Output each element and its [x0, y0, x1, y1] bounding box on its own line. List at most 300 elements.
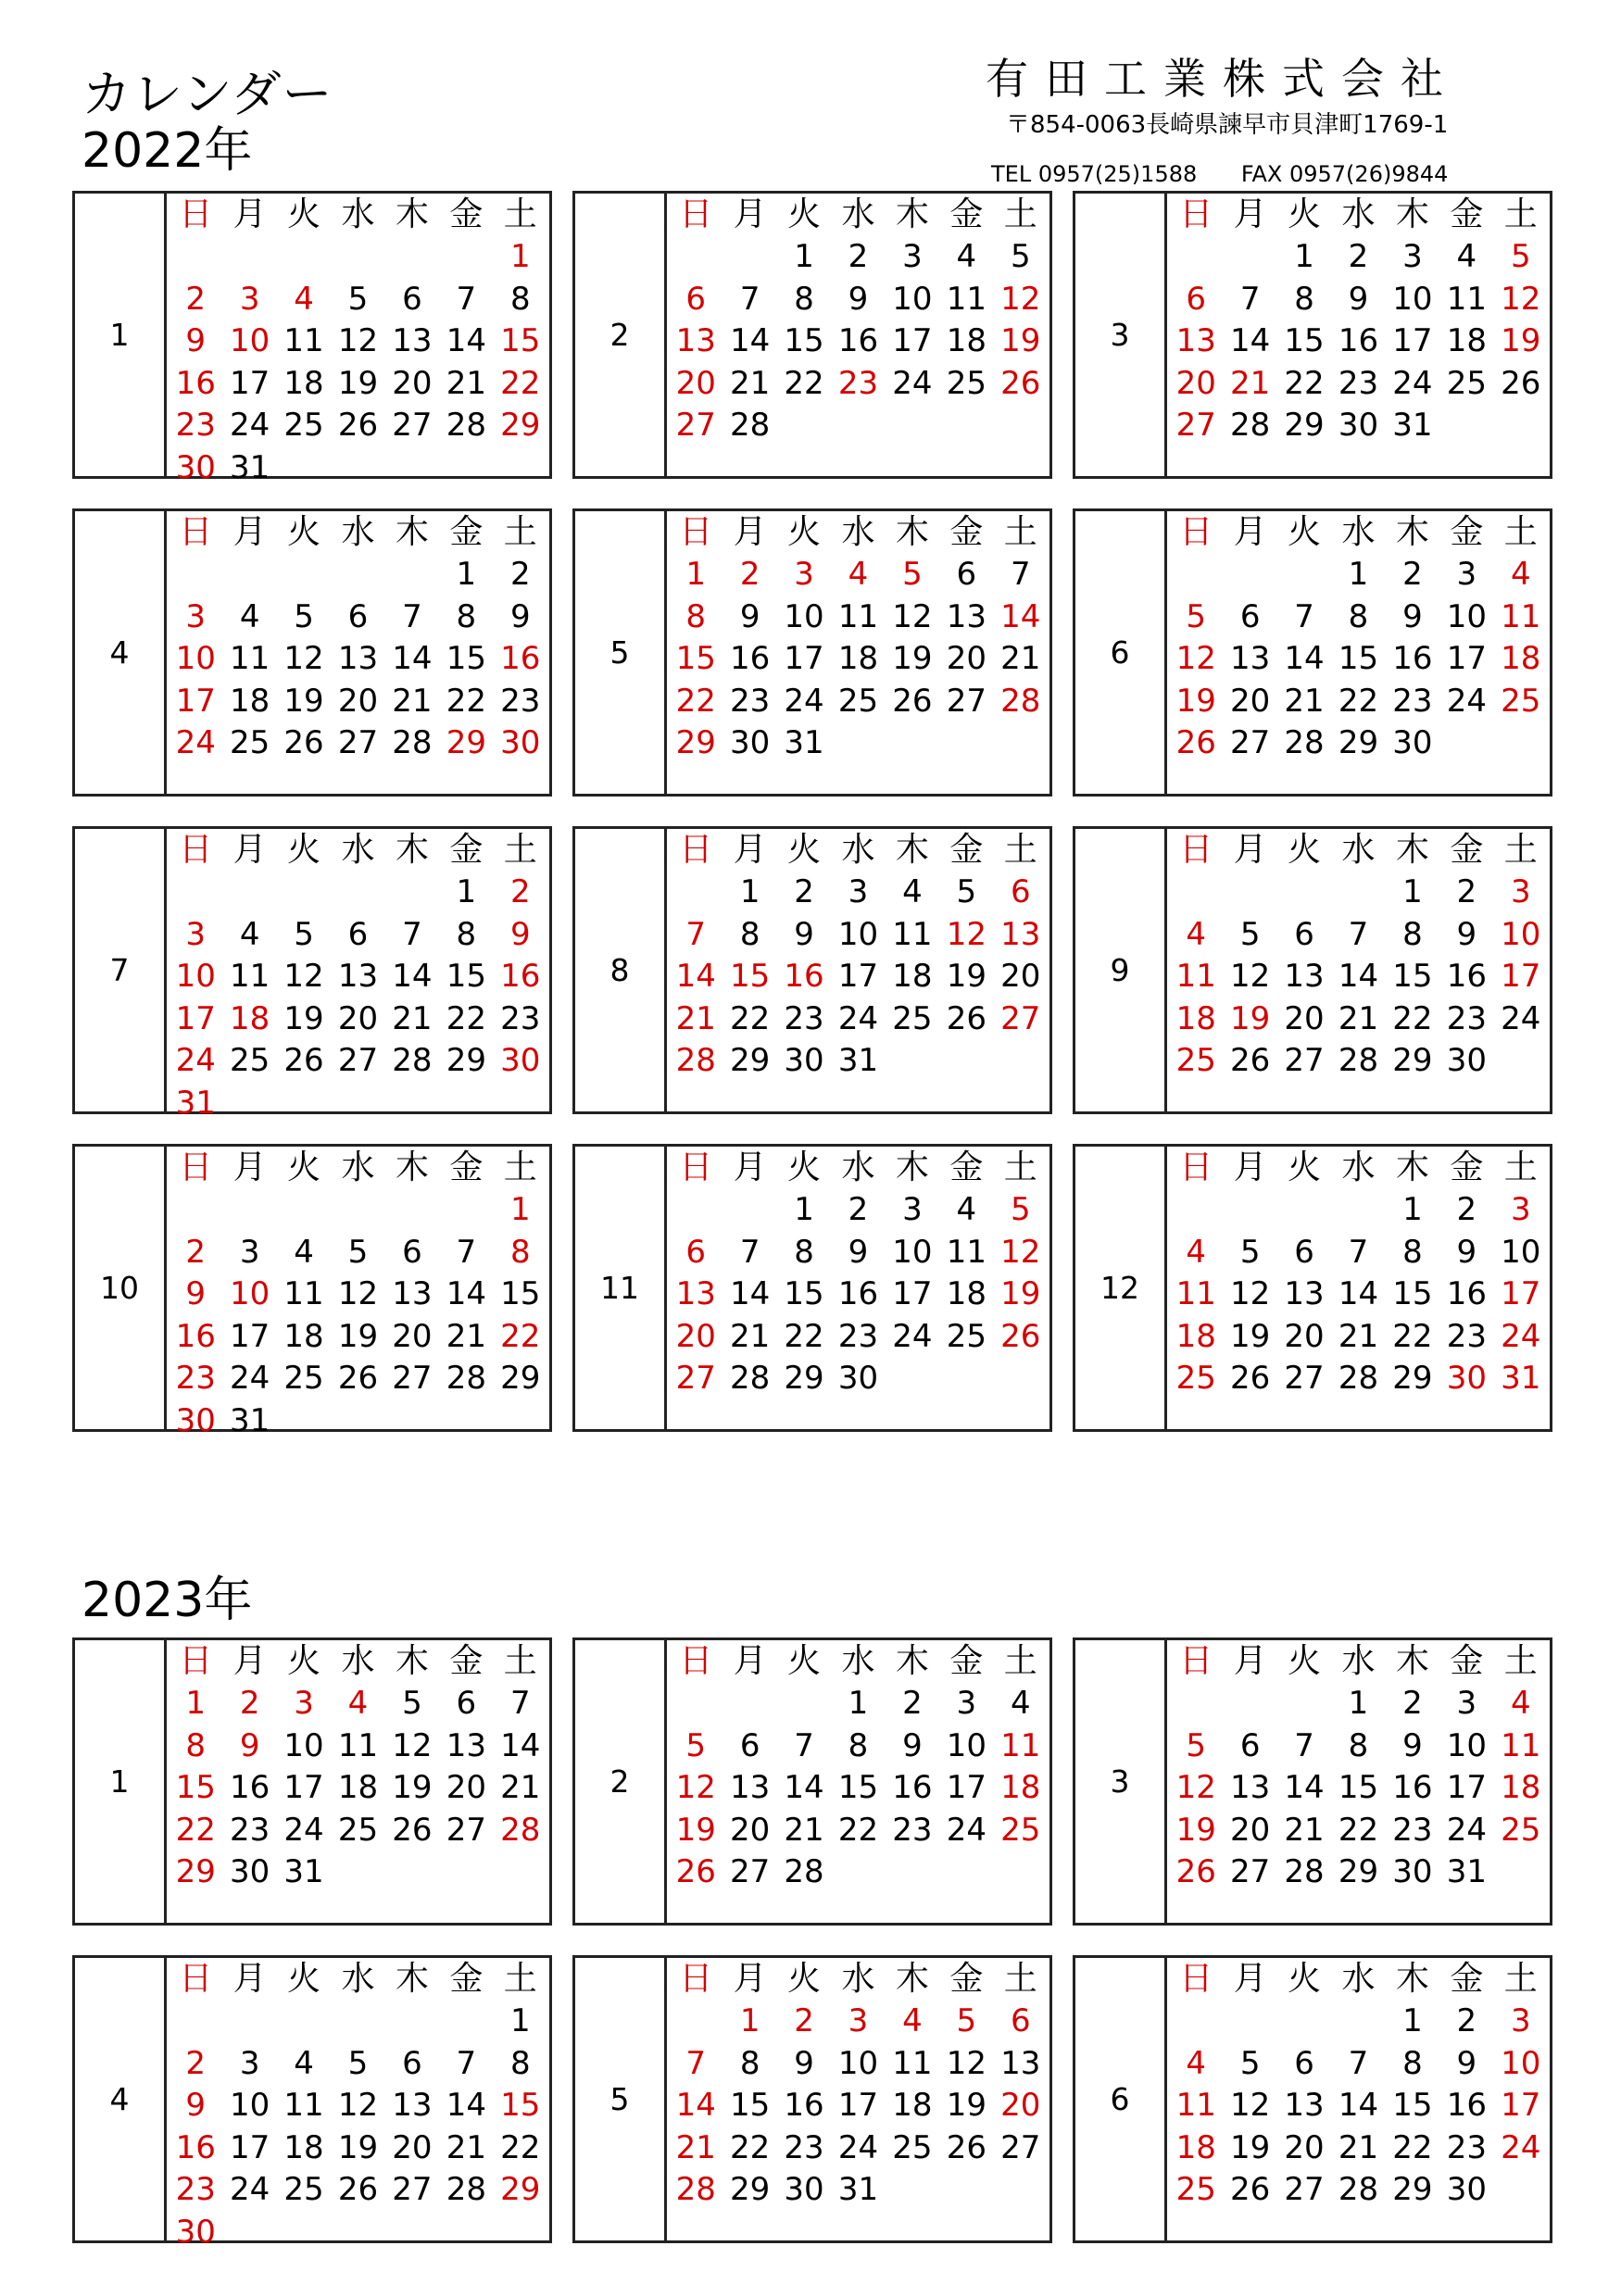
empty-day-cell	[1331, 1189, 1385, 1232]
date-cell: 24	[1446, 682, 1487, 720]
holiday-date: 21	[675, 2128, 716, 2166]
weekday-header: 日	[179, 1959, 213, 1998]
date-cell: 21	[784, 1811, 824, 1849]
empty-day-cell	[1223, 872, 1276, 914]
holiday-date: 8	[685, 597, 707, 635]
holiday-date: 19	[1000, 1275, 1041, 1313]
holiday-date: 31	[175, 1084, 216, 1122]
holiday-date: 26	[1175, 1853, 1216, 1891]
weekday-header: 金	[449, 1959, 484, 1998]
month-block	[72, 1637, 552, 1926]
weekday-header: 火	[787, 194, 822, 233]
date-cell: 3	[239, 1233, 260, 1271]
date-cell: 14	[392, 958, 433, 996]
holiday-date: 1	[509, 1191, 531, 1229]
weekday-header: 火	[1288, 194, 1322, 233]
holiday-date: 4	[902, 2002, 923, 2040]
date-cell: 7	[1010, 556, 1031, 594]
date-cell: 1	[456, 873, 477, 911]
date-cell: 6	[347, 597, 369, 635]
holiday-date: 17	[1501, 958, 1541, 996]
holiday-date: 2	[185, 280, 207, 318]
date-cell: 19	[1230, 2128, 1271, 2166]
date-cell: 2	[848, 238, 869, 276]
holiday-date: 4	[1186, 915, 1207, 953]
empty-day-cell	[669, 236, 723, 279]
weekday-header: 土	[503, 830, 537, 869]
date-cell: 10	[946, 1726, 986, 1764]
date-cell: 8	[739, 915, 760, 953]
month-block	[572, 1955, 1052, 2243]
empty-day-cell	[723, 1189, 776, 1232]
date-cell: 14	[446, 2087, 486, 2125]
empty-day-cell	[1277, 2001, 1331, 2043]
date-cell: 24	[892, 1317, 933, 1355]
weekday-header: 金	[449, 512, 484, 551]
holiday-date: 18	[1000, 1769, 1041, 1807]
date-cell: 10	[1446, 597, 1487, 635]
date-cell: 7	[1294, 1726, 1314, 1764]
empty-day-cell	[222, 236, 276, 279]
date-cell: 30	[1446, 2171, 1487, 2209]
date-cell: 26	[892, 682, 933, 720]
date-cell: 10	[1446, 1726, 1487, 1764]
weekday-header: 月	[733, 1148, 767, 1186]
weekday-header: 木	[395, 512, 429, 551]
date-cell: 13	[392, 322, 433, 360]
date-cell: 8	[794, 1233, 814, 1271]
holiday-date: 2	[509, 873, 531, 911]
month-number: 5	[575, 1958, 667, 2240]
empty-day-cell	[1169, 872, 1223, 914]
date-cell: 27	[946, 682, 986, 720]
holiday-date: 18	[1175, 1317, 1216, 1355]
page-title: カレンダー	[82, 65, 333, 123]
weekday-header: 火	[787, 1959, 822, 1998]
holiday-date: 18	[1501, 640, 1541, 678]
month-days-grid	[667, 1640, 1049, 1923]
weekday-header: 木	[395, 830, 429, 869]
date-cell: 25	[946, 364, 986, 402]
holiday-date: 1	[509, 238, 531, 276]
weekday-header: 月	[733, 830, 767, 869]
empty-day-cell	[777, 1683, 831, 1725]
month-block	[1073, 1637, 1552, 1926]
weekday-header: 日	[179, 512, 213, 551]
weekday-header: 火	[787, 1641, 822, 1680]
year-2022-calendar	[72, 191, 1552, 1439]
holiday-date: 31	[1501, 1360, 1541, 1398]
date-cell: 21	[730, 1317, 771, 1355]
weekday-header: 土	[1503, 1148, 1538, 1186]
date-cell: 16	[1446, 1275, 1487, 1313]
date-cell: 15	[1392, 2087, 1433, 2125]
date-cell: 14	[1338, 2087, 1379, 2125]
holiday-date: 5	[956, 2002, 977, 2040]
weekday-header: 月	[1233, 1959, 1267, 1998]
holiday-date: 22	[500, 1317, 541, 1355]
holiday-date: 6	[685, 280, 707, 318]
weekday-header: 月	[232, 1148, 267, 1186]
date-cell: 24	[230, 407, 270, 445]
weekday-header: 火	[787, 512, 822, 551]
weekday-header: 月	[232, 830, 267, 869]
date-cell: 3	[902, 238, 923, 276]
weekday-header: 金	[449, 194, 484, 233]
date-cell: 24	[1446, 1811, 1487, 1849]
date-cell: 5	[347, 1233, 369, 1271]
date-cell: 26	[337, 407, 379, 445]
empty-day-cell	[1277, 1683, 1331, 1725]
date-cell: 14	[1338, 958, 1379, 996]
weekday-header: 月	[232, 194, 267, 233]
date-cell: 7	[456, 2044, 477, 2082]
date-cell: 16	[1446, 2087, 1487, 2125]
holiday-date: 14	[1000, 597, 1041, 635]
date-cell: 12	[1230, 958, 1271, 996]
empty-day-cell	[1169, 236, 1223, 279]
holiday-date: 19	[1000, 322, 1041, 360]
weekday-header: 月	[1233, 830, 1267, 869]
empty-day-cell	[385, 872, 439, 914]
date-cell: 11	[892, 2044, 933, 2082]
holiday-date: 4	[1186, 2044, 1207, 2082]
date-cell: 1	[1402, 1191, 1423, 1229]
holiday-date: 15	[730, 958, 771, 996]
date-cell: 19	[283, 999, 324, 1037]
holiday-date: 24	[1501, 1317, 1541, 1355]
date-cell: 17	[892, 1275, 933, 1313]
holiday-date: 10	[230, 1275, 270, 1313]
date-cell: 12	[337, 2087, 379, 2125]
date-cell: 25	[283, 1360, 324, 1398]
holiday-date: 1	[685, 556, 707, 594]
date-cell: 15	[1392, 1275, 1433, 1313]
date-cell: 30	[784, 1042, 824, 1080]
weekday-header: 木	[395, 194, 429, 233]
date-cell: 26	[283, 1042, 324, 1080]
weekday-header: 木	[895, 512, 929, 551]
holiday-date: 12	[946, 915, 986, 953]
holiday-date: 15	[675, 640, 716, 678]
holiday-date: 12	[1175, 640, 1216, 678]
month-block	[72, 1955, 552, 2251]
date-cell: 2	[1348, 238, 1369, 276]
date-cell: 4	[956, 1191, 977, 1229]
date-cell: 8	[794, 280, 814, 318]
empty-day-cell	[1169, 2001, 1223, 2043]
date-cell: 4	[239, 915, 260, 953]
holiday-date: 5	[902, 556, 923, 594]
holiday-date: 7	[685, 2044, 707, 2082]
date-cell: 25	[337, 1811, 379, 1849]
date-cell: 17	[784, 640, 824, 678]
date-cell: 9	[739, 597, 760, 635]
date-cell: 15	[784, 1275, 824, 1313]
date-cell: 13	[1284, 958, 1325, 996]
date-cell: 25	[892, 2128, 933, 2166]
weekday-header: 日	[1179, 1148, 1213, 1186]
weekday-header: 水	[841, 512, 875, 551]
holiday-date: 5	[685, 1726, 707, 1764]
empty-day-cell	[385, 2001, 439, 2043]
date-cell: 14	[784, 1769, 824, 1807]
date-cell: 12	[946, 2044, 986, 2082]
date-cell: 17	[1392, 322, 1433, 360]
date-cell: 16	[784, 2087, 824, 2125]
date-cell: 13	[446, 1726, 486, 1764]
date-cell: 19	[946, 2087, 986, 2125]
date-cell: 4	[239, 597, 260, 635]
date-cell: 19	[337, 364, 379, 402]
holiday-date: 6	[1186, 280, 1207, 318]
date-cell: 25	[837, 682, 879, 720]
weekday-header: 火	[287, 194, 321, 233]
holiday-date: 16	[175, 1317, 216, 1355]
date-cell: 5	[294, 597, 314, 635]
date-cell: 29	[446, 1042, 486, 1080]
weekday-header: 土	[503, 512, 537, 551]
date-cell: 12	[392, 1726, 433, 1764]
date-cell: 6	[956, 556, 977, 594]
date-cell: 14	[730, 322, 771, 360]
date-cell: 9	[1456, 2044, 1477, 2082]
holiday-date: 24	[175, 724, 216, 762]
date-cell: 29	[730, 1042, 771, 1080]
holiday-date: 28	[675, 2171, 716, 2209]
date-cell: 11	[946, 280, 986, 318]
empty-day-cell	[723, 1683, 776, 1725]
date-cell: 2	[1402, 1685, 1423, 1723]
date-cell: 12	[892, 597, 933, 635]
holiday-date: 3	[848, 2002, 869, 2040]
date-cell: 23	[1446, 2128, 1487, 2166]
date-cell: 26	[946, 2128, 986, 2166]
date-cell: 23	[1392, 682, 1433, 720]
month-days-grid	[1167, 194, 1550, 476]
month-days-grid	[167, 1640, 549, 1923]
empty-day-cell	[1223, 554, 1276, 596]
date-cell: 18	[283, 2128, 324, 2166]
date-cell: 31	[837, 1042, 879, 1080]
date-cell: 27	[392, 407, 433, 445]
weekday-header: 金	[1450, 1959, 1484, 1998]
date-cell: 17	[230, 364, 270, 402]
date-cell: 11	[1446, 280, 1487, 318]
weekday-header: 日	[179, 194, 213, 233]
date-cell: 23	[500, 999, 541, 1037]
date-cell: 22	[837, 1811, 879, 1849]
holiday-date: 5	[1186, 1726, 1207, 1764]
date-cell: 29	[500, 1360, 541, 1398]
month-block	[1073, 508, 1552, 797]
weekday-header: 水	[841, 1641, 875, 1680]
date-cell: 27	[1230, 1853, 1271, 1891]
weekday-header: 日	[179, 1641, 213, 1680]
date-cell: 11	[837, 597, 879, 635]
date-cell: 1	[1402, 873, 1423, 911]
date-cell: 14	[446, 1275, 486, 1313]
empty-day-cell	[669, 1189, 723, 1232]
month-number: 4	[75, 511, 167, 794]
holiday-date: 25	[1175, 2171, 1216, 2209]
date-cell: 14	[730, 1275, 771, 1313]
holiday-date: 28	[675, 1042, 716, 1080]
date-cell: 17	[1446, 640, 1487, 678]
empty-day-cell	[331, 872, 384, 914]
holiday-date: 9	[509, 915, 531, 953]
weekday-header: 木	[895, 1641, 929, 1680]
date-cell: 21	[730, 364, 771, 402]
holiday-date: 2	[185, 2044, 207, 2082]
weekday-header: 木	[1395, 1959, 1429, 1998]
date-cell: 23	[1446, 999, 1487, 1037]
date-cell: 17	[892, 322, 933, 360]
weekday-header: 木	[895, 1148, 929, 1186]
date-cell: 17	[837, 2087, 879, 2125]
holiday-date: 16	[784, 958, 824, 996]
company-contact	[974, 159, 1549, 189]
date-cell: 11	[283, 2087, 324, 2125]
date-cell: 23	[500, 682, 541, 720]
date-cell: 22	[730, 2128, 771, 2166]
month-block	[572, 826, 1052, 1114]
empty-day-cell	[277, 554, 331, 596]
date-cell: 7	[794, 1726, 814, 1764]
date-cell: 20	[1000, 958, 1041, 996]
holiday-date: 28	[500, 1811, 541, 1849]
weekday-header: 水	[1341, 1641, 1376, 1680]
date-cell: 18	[837, 640, 879, 678]
date-cell: 16	[1392, 1769, 1433, 1807]
weekday-header: 日	[1179, 1641, 1213, 1680]
date-cell: 19	[392, 1769, 433, 1807]
holiday-date: 5	[1186, 597, 1207, 635]
month-number: 8	[575, 829, 667, 1111]
empty-day-cell	[385, 554, 439, 596]
holiday-date: 15	[500, 2087, 541, 2125]
month-days-grid	[1167, 1147, 1550, 1429]
date-cell: 25	[230, 724, 270, 762]
holiday-date: 2	[185, 1233, 207, 1271]
date-cell: 13	[1230, 640, 1271, 678]
date-cell: 12	[337, 1275, 379, 1313]
weekday-header: 水	[341, 830, 375, 869]
date-cell: 15	[1284, 322, 1325, 360]
date-cell: 14	[500, 1726, 541, 1764]
month-days-grid	[167, 511, 549, 794]
weekday-header: 水	[1341, 1959, 1376, 1998]
date-cell: 16	[1338, 322, 1379, 360]
holiday-date: 29	[500, 407, 541, 445]
date-cell: 10	[784, 597, 824, 635]
date-cell: 16	[892, 1769, 933, 1807]
date-cell: 27	[1284, 1360, 1325, 1398]
date-cell: 27	[392, 1360, 433, 1398]
holiday-date: 24	[1501, 2128, 1541, 2166]
date-cell: 26	[1230, 2171, 1271, 2209]
holiday-date: 30	[1446, 1360, 1487, 1398]
date-cell: 6	[739, 1726, 760, 1764]
month-days-grid	[167, 1958, 549, 2251]
holiday-date: 29	[675, 724, 716, 762]
holiday-date: 18	[1175, 999, 1216, 1037]
holiday-date: 1	[739, 2002, 760, 2040]
date-cell: 8	[1402, 1233, 1423, 1271]
month-days-grid	[667, 829, 1049, 1111]
company-address: 〒854-0063長崎県諫早市貝津町1769-1	[1006, 111, 1449, 139]
holiday-date: 1	[185, 1685, 207, 1723]
date-cell: 20	[1230, 1811, 1271, 1849]
date-cell: 17	[1446, 1769, 1487, 1807]
date-cell: 5	[1010, 238, 1031, 276]
empty-day-cell	[1223, 236, 1276, 279]
date-cell: 28	[1338, 1042, 1379, 1080]
date-cell: 30	[1338, 407, 1379, 445]
month-number: 2	[575, 1640, 667, 1923]
holiday-date: 23	[175, 1360, 216, 1398]
date-cell: 1	[509, 2002, 531, 2040]
date-cell: 8	[456, 915, 477, 953]
weekday-header: 日	[1179, 830, 1213, 869]
date-cell: 8	[509, 280, 531, 318]
date-cell: 24	[837, 999, 879, 1037]
holiday-date: 4	[848, 556, 869, 594]
date-cell: 29	[1338, 724, 1379, 762]
weekday-header: 金	[949, 1148, 984, 1186]
date-cell: 14	[392, 640, 433, 678]
date-cell: 13	[730, 1769, 771, 1807]
weekday-header: 土	[503, 1148, 537, 1186]
month-number: 1	[75, 1640, 167, 1923]
weekday-header: 月	[733, 1959, 767, 1998]
empty-day-cell	[169, 872, 222, 914]
date-cell: 1	[794, 238, 814, 276]
date-cell: 26	[1230, 1360, 1271, 1398]
weekday-header: 土	[1003, 1148, 1037, 1186]
holiday-date: 3	[294, 1685, 314, 1723]
month-days-grid	[667, 1147, 1049, 1429]
empty-day-cell	[385, 1189, 439, 1232]
company-fax: FAX 0957(26)9844	[1240, 161, 1449, 187]
date-cell: 7	[402, 915, 422, 953]
weekday-header: 月	[232, 1641, 267, 1680]
date-cell: 19	[892, 640, 933, 678]
holiday-date: 27	[1000, 999, 1041, 1037]
date-cell: 3	[956, 1685, 977, 1723]
date-cell: 14	[1284, 1769, 1325, 1807]
holiday-date: 22	[175, 1811, 216, 1849]
date-cell: 14	[446, 322, 486, 360]
holiday-date: 12	[1175, 1769, 1216, 1807]
weekday-header: 金	[949, 830, 984, 869]
date-cell: 16	[230, 1769, 270, 1807]
month-block	[572, 1637, 1052, 1926]
empty-day-cell	[1277, 872, 1331, 914]
date-cell: 28	[392, 1042, 433, 1080]
date-cell: 3	[848, 873, 869, 911]
date-cell: 15	[446, 958, 486, 996]
weekday-header: 金	[949, 1959, 984, 1998]
date-cell: 23	[784, 999, 824, 1037]
date-cell: 10	[837, 915, 879, 953]
date-cell: 17	[837, 958, 879, 996]
date-cell: 20	[730, 1811, 771, 1849]
date-cell: 22	[446, 682, 486, 720]
holiday-date: 8	[509, 1233, 531, 1271]
date-cell: 18	[283, 364, 324, 402]
weekday-header: 火	[1288, 1148, 1322, 1186]
